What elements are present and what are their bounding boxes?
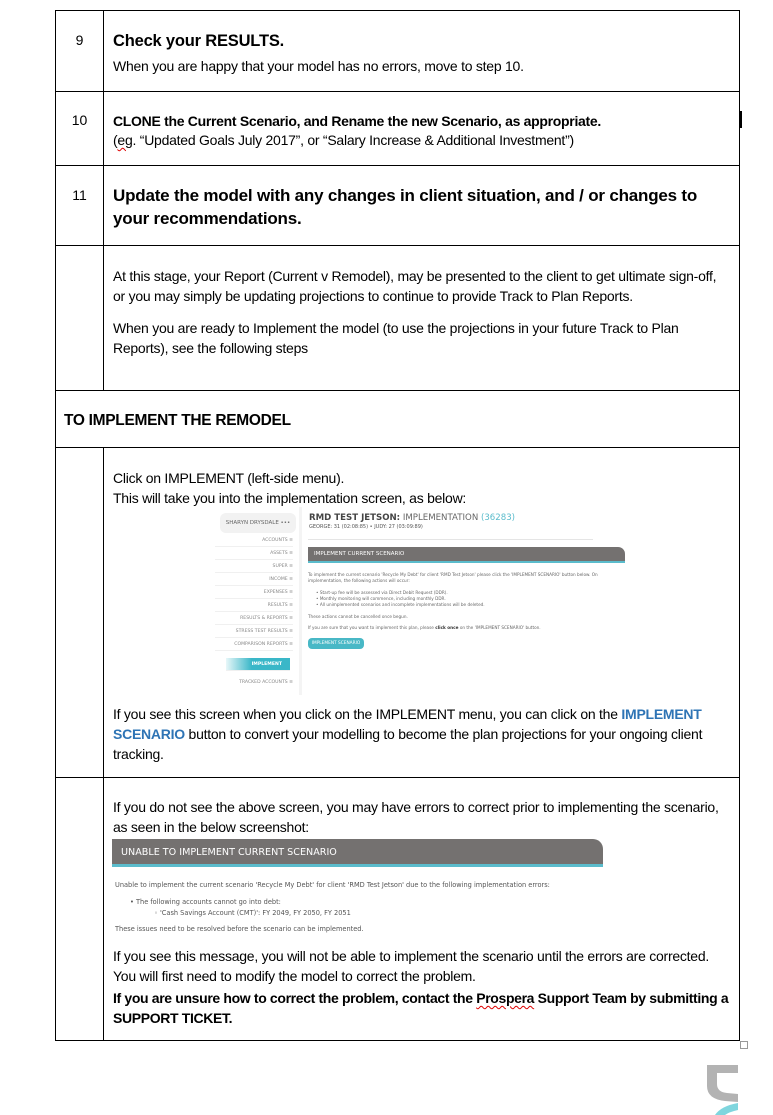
warning-text: These actions cannot be cancelled once begun.: [308, 614, 408, 619]
note-paragraph-2: When you are ready to Implement the model (to use the projections in your future Track to Plan Reports), see the following steps: [113, 320, 679, 356]
after-suffix: button to convert your modelling to become the plan projections for your ongoing client tracking.: [113, 726, 703, 762]
error-footer: These issues need to be resolved before the scenario can be implemented.: [115, 925, 364, 933]
menu-item-tracked-accounts[interactable]: TRACKED ACCOUNTS ≡: [239, 680, 293, 685]
text-prefix: (: [113, 132, 118, 148]
bullet-2: • Monthly monitoring will commence, including monthly DDR.: [316, 596, 446, 601]
panel-intro: To implement the current scenario 'Recycle My Debt' for client 'RMD Test Jetson' please click the 'IMPLEMENT SCENARIO' button below. On implementation, the following actions will occur:: [308, 572, 598, 583]
error-intro: If you do not see the above screen, you may have errors to correct prior to implementing the scenario, as seen in the below screenshot:: [113, 799, 719, 835]
after2-suffix: Support Team by submitting a SUPPORT TICKET.: [113, 990, 729, 1026]
step-number-empty: [56, 246, 104, 390]
menu-item-results[interactable]: RESULTS ≡: [215, 599, 293, 612]
confirm-text: [308, 625, 623, 631]
panel-header: IMPLEMENT CURRENT SCENARIO: [308, 547, 625, 563]
menu-item-assets[interactable]: ASSETS ≡: [215, 547, 293, 560]
bullet-1: • Start-up fee will be assessed via Direct Debit Request (DDR).: [316, 590, 448, 595]
error-panel-header: UNABLE TO IMPLEMENT CURRENT SCENARIO: [112, 839, 603, 867]
client-details: GEORGE: 31 (02:08:85) • JUDY: 27 (03:09:89): [309, 524, 423, 530]
menu-item-comparison-reports[interactable]: COMPARISON REPORTS ≡: [215, 638, 293, 651]
menu-item-income[interactable]: INCOME ≡: [215, 573, 293, 586]
after-prefix: If you see this screen when you click on the IMPLEMENT menu, you can click on the: [113, 706, 622, 722]
menu-item-implement[interactable]: IMPLEMENT: [226, 658, 290, 671]
step-number: 10: [56, 92, 104, 165]
confirm-suffix: on the 'IMPLEMENT SCENARIO' button.: [458, 625, 541, 630]
step-number: 11: [56, 166, 104, 245]
after2-prefix: If you are unsure how to correct the problem, contact the: [113, 990, 477, 1006]
step-text: [113, 130, 731, 150]
text-rest: . “Updated Goals July 2017”, or “Salary Increase & Additional Investment”): [132, 132, 574, 148]
implement-line-2: This will take you into the implementation screen, as below:: [113, 490, 467, 506]
step-11-row: [55, 166, 740, 246]
step-9-row: [55, 10, 740, 92]
confirm-prefix: If you are sure that you want to implement this plan, please: [308, 625, 436, 630]
step-number-empty: [56, 448, 104, 777]
section-heading-row: [55, 391, 740, 448]
menu-item-accounts[interactable]: ACCOUNTS ≡: [215, 534, 293, 547]
bullet-3: • All unimplemented scenarios and incomplete implementations will be deleted.: [316, 602, 485, 607]
menu-item-stress-test[interactable]: STRESS TEST RESULTS ≡: [215, 625, 293, 638]
step-10-row: [55, 92, 740, 166]
bullet-text: Start-up fee will be assessed via Direct Debit Request (DDR).: [319, 590, 448, 595]
step-number: 9: [56, 11, 104, 91]
client-id: (36283): [480, 513, 516, 523]
menu-item-super[interactable]: SUPER ≡: [215, 560, 293, 573]
side-menu: [217, 507, 297, 695]
implement-scenario-button[interactable]: IMPLEMENT SCENARIO: [308, 638, 364, 649]
error-bullet: • The following accounts cannot go into debt:: [130, 898, 281, 906]
step-title: CLONE the Current Scenario, and Rename the new Scenario, as appropriate.: [113, 113, 601, 129]
note-paragraph-1: At this stage, your Report (Current v Remodel), may be presented to the client to get ultimate sign-off, or you may simply be updating projections to continue to provide Track to Plan Reports.: [113, 268, 717, 304]
sidebar-divider: [299, 507, 302, 695]
menu-item-results-reports[interactable]: RESULTS & REPORTS ≡: [215, 612, 293, 625]
error-after-2: [113, 988, 731, 1028]
error-after-1: If you see this message, you will not be able to implement the scenario until the errors are corrected. You will first need to modify the model to correct the problem.: [113, 948, 710, 984]
page-title: [309, 513, 515, 523]
note-row: [55, 246, 740, 391]
prospera-logo-icon: [705, 1062, 739, 1115]
client-name: RMD TEST JETSON:: [309, 513, 401, 523]
divider: [308, 539, 593, 540]
error-line-1: Unable to implement the current scenario 'Recycle My Debt' for client 'RMD Test Jetson' due to the following implementation errors:: [115, 881, 550, 889]
bullet-text: All unimplemented scenarios and incomplete implementations will be deleted.: [319, 602, 485, 607]
step-text: When you are happy that your model has no errors, move to step 10.: [113, 58, 524, 74]
implementation-screenshot: [217, 507, 627, 695]
implement-after-text: [113, 704, 731, 764]
step-title: Update the model with any changes in client situation, and / or changes to your recommendations.: [113, 186, 698, 228]
brand-name: Prospera: [476, 990, 535, 1006]
bullet-text: Monthly monitoring will commence, including monthly DDR.: [319, 596, 446, 601]
menu-item-expenses[interactable]: EXPENSES ≡: [215, 586, 293, 599]
step-title: Check your RESULTS.: [113, 32, 285, 50]
implement-line-1: Click on IMPLEMENT (left-side menu).: [113, 470, 345, 486]
user-badge[interactable]: SHARYN DRYSDALE •••: [220, 513, 296, 533]
table-resize-handle[interactable]: [740, 1041, 748, 1049]
error-subbullet: ◦ 'Cash Savings Account (CMT)': FY 2049, FY 2050, FY 2051: [154, 909, 351, 917]
spellcheck-word: eg: [117, 132, 133, 148]
implement-scenario-reference: IMPLEMENT SCENARIO: [113, 706, 702, 742]
page-name: IMPLEMENTATION: [400, 513, 481, 523]
section-heading: TO IMPLEMENT THE REMODEL: [64, 412, 291, 429]
error-screenshot: [112, 837, 612, 939]
confirm-bold: click once: [435, 625, 459, 630]
text-cursor: [740, 111, 742, 128]
step-number-empty: [56, 778, 104, 1040]
